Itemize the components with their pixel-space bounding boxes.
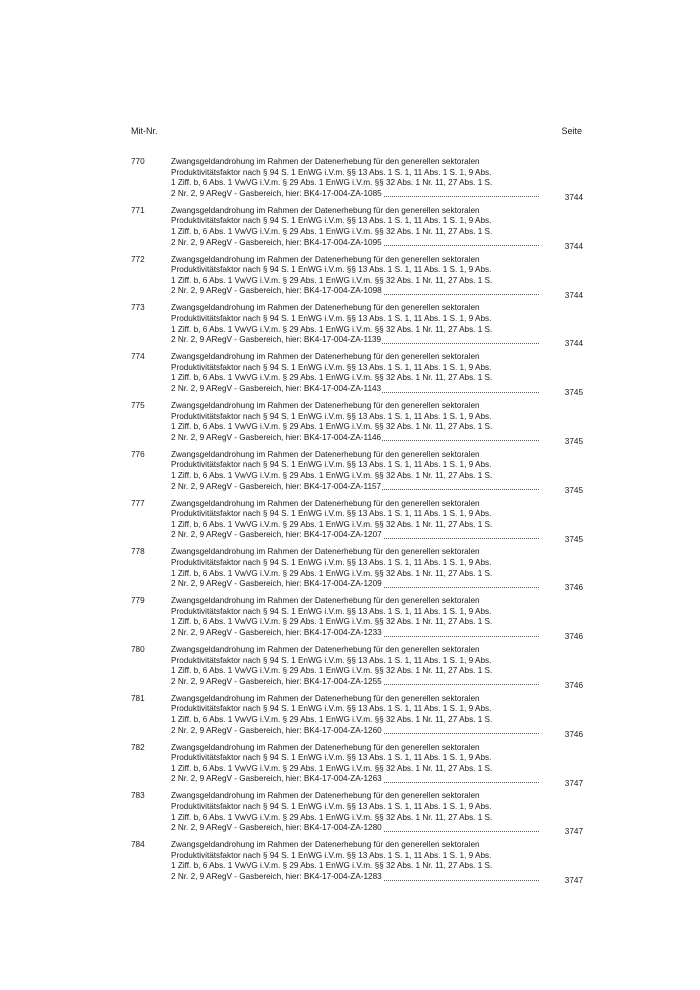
entry-page-number: 3747 (564, 876, 583, 886)
column-header-number: Mit-Nr. (131, 126, 158, 136)
entry-line: 2 Nr. 2, 9 ARegV - Gasbereich, hier: BK4-17-004-ZA-1139 (171, 335, 382, 345)
entry-text (171, 401, 541, 443)
toc-entry (131, 596, 583, 645)
entry-last-line (171, 579, 539, 590)
entry-text (171, 499, 541, 541)
entry-page-number: 3745 (564, 485, 583, 495)
entry-line: 2 Nr. 2, 9 ARegV - Gasbereich, hier: BK4-17-004-ZA-1233 (171, 627, 382, 637)
entry-page-number: 3746 (564, 729, 583, 739)
entry-line: 2 Nr. 2, 9 ARegV - Gasbereich, hier: BK4-17-004-ZA-1283 (171, 871, 382, 881)
entry-number: 778 (131, 547, 145, 557)
toc-entry (131, 450, 583, 499)
entry-last-line (171, 726, 539, 737)
entry-page-number: 3745 (564, 534, 583, 544)
entry-line: 1 Ziff. b, 6 Abs. 1 VwVG i.V.m. § 29 Abs. 1 EnWG i.V.m. §§ 32 Abs. 1 Nr. 11, 27 Abs. 1 S. (171, 714, 493, 724)
entry-text (171, 206, 541, 248)
entry-line: Zwangsgeldandrohung im Rahmen der Datenerhebung für den generellen sektoralen (171, 352, 480, 362)
entry-line: Zwangsgeldandrohung im Rahmen der Datenerhebung für den generellen sektoralen (171, 303, 480, 313)
entry-line: 2 Nr. 2, 9 ARegV - Gasbereich, hier: BK4-17-004-ZA-1085 (171, 188, 382, 198)
entry-line: 1 Ziff. b, 6 Abs. 1 VwVG i.V.m. § 29 Abs. 1 EnWG i.V.m. §§ 32 Abs. 1 Nr. 11, 27 Abs. 1 S. (171, 617, 493, 627)
entry-number: 781 (131, 693, 145, 703)
toc-entry (131, 255, 583, 304)
entry-line: Produktivitätsfaktor nach § 94 S. 1 EnWG i.V.m. §§ 13 Abs. 1 S. 1, 11 Abs. 1 S. 1, 9 Abs. (171, 411, 492, 421)
entry-text (171, 255, 541, 297)
entry-line: 1 Ziff. b, 6 Abs. 1 VwVG i.V.m. § 29 Abs. 1 EnWG i.V.m. §§ 32 Abs. 1 Nr. 11, 27 Abs. 1 S. (171, 178, 493, 188)
entry-line: Produktivitätsfaktor nach § 94 S. 1 EnWG i.V.m. §§ 13 Abs. 1 S. 1, 11 Abs. 1 S. 1, 9 Abs. (171, 167, 492, 177)
entry-last-line (171, 238, 539, 249)
toc-entry (131, 547, 583, 596)
entry-line: Zwangsgeldandrohung im Rahmen der Datenerhebung für den generellen sektoralen (171, 693, 480, 703)
entry-line: Produktivitätsfaktor nach § 94 S. 1 EnWG i.V.m. §§ 13 Abs. 1 S. 1, 11 Abs. 1 S. 1, 9 Abs. (171, 557, 492, 567)
entry-line: Produktivitätsfaktor nach § 94 S. 1 EnWG i.V.m. §§ 13 Abs. 1 S. 1, 11 Abs. 1 S. 1, 9 Abs. (171, 753, 492, 763)
entry-number: 774 (131, 352, 145, 362)
entry-line: 2 Nr. 2, 9 ARegV - Gasbereich, hier: BK4-17-004-ZA-1263 (171, 774, 382, 784)
entry-last-line (171, 384, 539, 395)
entry-line: 2 Nr. 2, 9 ARegV - Gasbereich, hier: BK4-17-004-ZA-1095 (171, 237, 382, 247)
entry-text (171, 791, 541, 833)
entry-number: 782 (131, 742, 145, 752)
entry-line: Zwangsgeldandrohung im Rahmen der Datenerhebung für den generellen sektoralen (171, 205, 480, 215)
entry-line: Produktivitätsfaktor nach § 94 S. 1 EnWG i.V.m. §§ 13 Abs. 1 S. 1, 11 Abs. 1 S. 1, 9 Abs. (171, 509, 492, 519)
entry-number: 780 (131, 644, 145, 654)
entry-page-number: 3746 (564, 632, 583, 642)
entry-line: Produktivitätsfaktor nach § 94 S. 1 EnWG i.V.m. §§ 13 Abs. 1 S. 1, 11 Abs. 1 S. 1, 9 Abs. (171, 655, 492, 665)
entry-line: Zwangsgeldandrohung im Rahmen der Datenerhebung für den generellen sektoralen (171, 840, 480, 850)
entry-line: 2 Nr. 2, 9 ARegV - Gasbereich, hier: BK4-17-004-ZA-1207 (171, 530, 382, 540)
entry-text (171, 596, 541, 638)
toc-entry (131, 694, 583, 743)
entry-text (171, 450, 541, 492)
entry-number: 779 (131, 596, 145, 606)
entry-text (171, 840, 541, 882)
entry-line: Zwangsgeldandrohung im Rahmen der Datenerhebung für den generellen sektoralen (171, 644, 480, 654)
entry-line: Produktivitätsfaktor nach § 94 S. 1 EnWG i.V.m. §§ 13 Abs. 1 S. 1, 11 Abs. 1 S. 1, 9 Abs. (171, 801, 492, 811)
entry-last-line (171, 628, 539, 639)
entry-line: 1 Ziff. b, 6 Abs. 1 VwVG i.V.m. § 29 Abs. 1 EnWG i.V.m. §§ 32 Abs. 1 Nr. 11, 27 Abs. 1 S. (171, 470, 493, 480)
entry-text (171, 645, 541, 687)
entry-page-number: 3744 (564, 193, 583, 202)
entry-line: Zwangsgeldandrohung im Rahmen der Datenerhebung für den generellen sektoralen (171, 400, 480, 410)
entry-line: Zwangsgeldandrohung im Rahmen der Datenerhebung für den generellen sektoralen (171, 791, 480, 801)
entry-line: 1 Ziff. b, 6 Abs. 1 VwVG i.V.m. § 29 Abs. 1 EnWG i.V.m. §§ 32 Abs. 1 Nr. 11, 27 Abs. 1 S. (171, 519, 493, 529)
entry-line: Zwangsgeldandrohung im Rahmen der Datenerhebung für den generellen sektoralen (171, 742, 480, 752)
entry-line: 1 Ziff. b, 6 Abs. 1 VwVG i.V.m. § 29 Abs. 1 EnWG i.V.m. §§ 32 Abs. 1 Nr. 11, 27 Abs. 1 S. (171, 812, 493, 822)
entry-page-number: 3747 (564, 778, 583, 788)
toc-entry (131, 743, 583, 792)
entry-number: 776 (131, 449, 145, 459)
entry-page-number: 3747 (564, 827, 583, 837)
toc-entry (131, 645, 583, 694)
entry-line: Zwangsgeldandrohung im Rahmen der Datenerhebung für den generellen sektoralen (171, 254, 480, 264)
entry-text (171, 303, 541, 345)
entry-number: 771 (131, 205, 145, 215)
entry-line: Zwangsgeldandrohung im Rahmen der Datenerhebung für den generellen sektoralen (171, 498, 480, 508)
entry-line: Zwangsgeldandrohung im Rahmen der Datenerhebung für den generellen sektoralen (171, 157, 480, 166)
entry-page-number: 3744 (564, 339, 583, 349)
entry-line: 2 Nr. 2, 9 ARegV - Gasbereich, hier: BK4-17-004-ZA-1209 (171, 579, 382, 589)
entry-last-line (171, 189, 539, 200)
entry-last-line (171, 286, 539, 297)
entry-line: 2 Nr. 2, 9 ARegV - Gasbereich, hier: BK4-17-004-ZA-1280 (171, 823, 382, 833)
toc-entry (131, 157, 583, 206)
entry-line: Produktivitätsfaktor nach § 94 S. 1 EnWG i.V.m. §§ 13 Abs. 1 S. 1, 11 Abs. 1 S. 1, 9 Abs. (171, 606, 492, 616)
entry-line: 2 Nr. 2, 9 ARegV - Gasbereich, hier: BK4-17-004-ZA-1146 (171, 432, 382, 442)
entry-line: 2 Nr. 2, 9 ARegV - Gasbereich, hier: BK4-17-004-ZA-1255 (171, 676, 382, 686)
entry-number: 773 (131, 303, 145, 313)
entry-line: Produktivitätsfaktor nach § 94 S. 1 EnWG i.V.m. §§ 13 Abs. 1 S. 1, 11 Abs. 1 S. 1, 9 Abs. (171, 850, 492, 860)
entry-line: 1 Ziff. b, 6 Abs. 1 VwVG i.V.m. § 29 Abs. 1 EnWG i.V.m. §§ 32 Abs. 1 Nr. 11, 27 Abs. 1 S. (171, 373, 493, 383)
entry-line: 1 Ziff. b, 6 Abs. 1 VwVG i.V.m. § 29 Abs. 1 EnWG i.V.m. §§ 32 Abs. 1 Nr. 11, 27 Abs. 1 S. (171, 226, 493, 236)
entry-number: 775 (131, 400, 145, 410)
entry-line: 2 Nr. 2, 9 ARegV - Gasbereich, hier: BK4-17-004-ZA-1157 (171, 481, 382, 491)
entry-line: 1 Ziff. b, 6 Abs. 1 VwVG i.V.m. § 29 Abs. 1 EnWG i.V.m. §§ 32 Abs. 1 Nr. 11, 27 Abs. 1 S. (171, 666, 493, 676)
entry-page-number: 3746 (564, 583, 583, 593)
entry-last-line (171, 335, 539, 346)
entry-text (171, 694, 541, 736)
entry-line: Zwangsgeldandrohung im Rahmen der Datenerhebung für den generellen sektoralen (171, 547, 480, 557)
entry-line: Zwangsgeldandrohung im Rahmen der Datenerhebung für den generellen sektoralen (171, 596, 480, 606)
entry-page-number: 3745 (564, 436, 583, 446)
entry-line: 1 Ziff. b, 6 Abs. 1 VwVG i.V.m. § 29 Abs. 1 EnWG i.V.m. §§ 32 Abs. 1 Nr. 11, 27 Abs. 1 S. (171, 763, 493, 773)
toc-entry (131, 840, 583, 889)
entry-line: 2 Nr. 2, 9 ARegV - Gasbereich, hier: BK4-17-004-ZA-1260 (171, 725, 382, 735)
entry-page-number: 3746 (564, 680, 583, 690)
entry-line: Produktivitätsfaktor nach § 94 S. 1 EnWG i.V.m. §§ 13 Abs. 1 S. 1, 11 Abs. 1 S. 1, 9 Abs. (171, 265, 492, 275)
entry-number: 783 (131, 791, 145, 801)
entry-text (171, 743, 541, 785)
column-header-page: Seite (561, 126, 582, 136)
entry-number: 777 (131, 498, 145, 508)
toc-entry (131, 401, 583, 450)
entry-number: 772 (131, 254, 145, 264)
entry-line: Produktivitätsfaktor nach § 94 S. 1 EnWG i.V.m. §§ 13 Abs. 1 S. 1, 11 Abs. 1 S. 1, 9 Abs. (171, 704, 492, 714)
entry-line: 1 Ziff. b, 6 Abs. 1 VwVG i.V.m. § 29 Abs. 1 EnWG i.V.m. §§ 32 Abs. 1 Nr. 11, 27 Abs. 1 S. (171, 275, 493, 285)
entry-text (171, 157, 541, 199)
entry-line: 1 Ziff. b, 6 Abs. 1 VwVG i.V.m. § 29 Abs. 1 EnWG i.V.m. §§ 32 Abs. 1 Nr. 11, 27 Abs. 1 S. (171, 324, 493, 334)
entry-text (171, 547, 541, 589)
entry-line: 2 Nr. 2, 9 ARegV - Gasbereich, hier: BK4-17-004-ZA-1143 (171, 383, 382, 393)
entry-text (171, 352, 541, 394)
entry-number: 784 (131, 840, 145, 850)
toc-entry (131, 791, 583, 840)
entry-page-number: 3744 (564, 241, 583, 251)
entry-last-line (171, 482, 539, 493)
entry-last-line (171, 823, 539, 834)
toc-entry (131, 206, 583, 255)
entry-last-line (171, 677, 539, 688)
toc-entry (131, 303, 583, 352)
entry-number: 770 (131, 157, 145, 166)
entry-line: Produktivitätsfaktor nach § 94 S. 1 EnWG i.V.m. §§ 13 Abs. 1 S. 1, 11 Abs. 1 S. 1, 9 Abs. (171, 216, 492, 226)
entry-page-number: 3744 (564, 290, 583, 300)
entry-last-line (171, 872, 539, 883)
entry-line: Zwangsgeldandrohung im Rahmen der Datenerhebung für den generellen sektoralen (171, 449, 480, 459)
entry-line: 2 Nr. 2, 9 ARegV - Gasbereich, hier: BK4-17-004-ZA-1098 (171, 286, 382, 296)
entry-line: Produktivitätsfaktor nach § 94 S. 1 EnWG i.V.m. §§ 13 Abs. 1 S. 1, 11 Abs. 1 S. 1, 9 Abs. (171, 362, 492, 372)
entry-last-line (171, 774, 539, 785)
entry-line: 1 Ziff. b, 6 Abs. 1 VwVG i.V.m. § 29 Abs. 1 EnWG i.V.m. §§ 32 Abs. 1 Nr. 11, 27 Abs. 1 S. (171, 568, 493, 578)
entry-line: 1 Ziff. b, 6 Abs. 1 VwVG i.V.m. § 29 Abs. 1 EnWG i.V.m. §§ 32 Abs. 1 Nr. 11, 27 Abs. 1 S. (171, 861, 493, 871)
entry-page-number: 3745 (564, 388, 583, 398)
entry-last-line (171, 433, 539, 444)
entry-line: Produktivitätsfaktor nach § 94 S. 1 EnWG i.V.m. §§ 13 Abs. 1 S. 1, 11 Abs. 1 S. 1, 9 Abs. (171, 313, 492, 323)
toc-entry (131, 499, 583, 548)
entry-line: 1 Ziff. b, 6 Abs. 1 VwVG i.V.m. § 29 Abs. 1 EnWG i.V.m. §§ 32 Abs. 1 Nr. 11, 27 Abs. 1 S. (171, 422, 493, 432)
entry-last-line (171, 530, 539, 541)
toc-entries (131, 157, 583, 889)
toc-entry (131, 352, 583, 401)
entry-line: Produktivitätsfaktor nach § 94 S. 1 EnWG i.V.m. §§ 13 Abs. 1 S. 1, 11 Abs. 1 S. 1, 9 Abs. (171, 460, 492, 470)
